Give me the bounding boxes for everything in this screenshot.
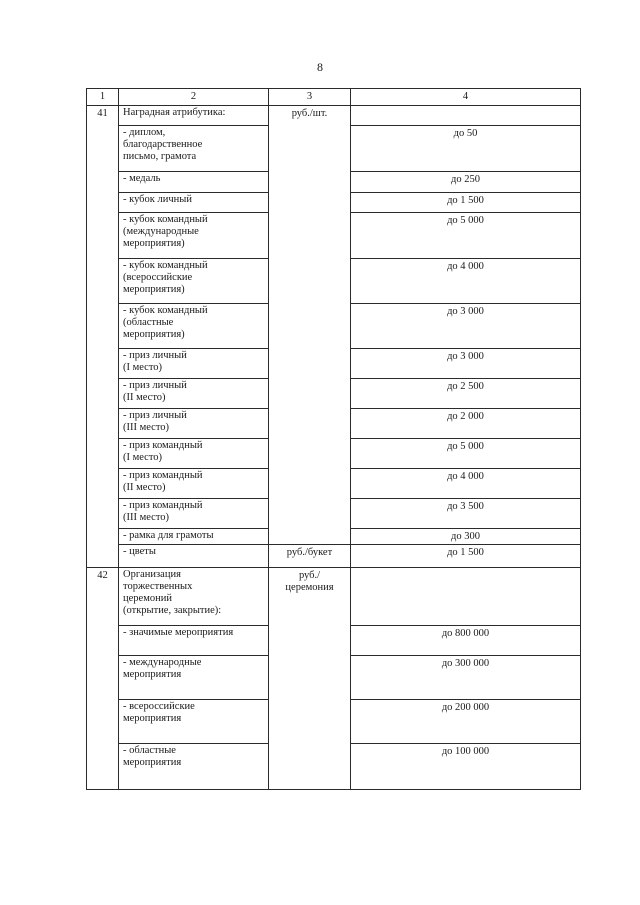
header-row xyxy=(87,89,581,106)
price-table xyxy=(86,88,581,790)
price-value: до 1 500 xyxy=(351,545,581,568)
page-number: 8 xyxy=(317,60,323,74)
item-name: - рамка для грамоты xyxy=(119,529,269,545)
price-value: до 2 000 xyxy=(351,409,581,439)
item-name: - диплом, благодарственное письмо, грамота xyxy=(119,126,269,172)
column-header-3: 3 xyxy=(269,89,351,106)
table-row xyxy=(87,568,581,626)
column-header-1: 1 xyxy=(87,89,119,106)
item-name: - всероссийские мероприятия xyxy=(119,700,269,744)
price-value: до 4 000 xyxy=(351,469,581,499)
item-name: - приз личный (III место) xyxy=(119,409,269,439)
item-name: - кубок командный (международные мероприятия) xyxy=(119,213,269,259)
table-row xyxy=(87,545,581,568)
column-header-2: 2 xyxy=(119,89,269,106)
price-value: до 200 000 xyxy=(351,700,581,744)
price-value xyxy=(351,568,581,626)
item-name: - цветы xyxy=(119,545,269,568)
price-table-body xyxy=(87,89,581,790)
item-name: - приз личный (I место) xyxy=(119,349,269,379)
price-value: до 1 500 xyxy=(351,193,581,213)
item-name: - медаль xyxy=(119,172,269,193)
item-name: - приз командный (I место) xyxy=(119,439,269,469)
price-value: до 3 000 xyxy=(351,349,581,379)
item-name: Организация торжественных церемоний (открытие, закрытие): xyxy=(119,568,269,626)
price-value: до 300 000 xyxy=(351,656,581,700)
item-name: - кубок командный (областные мероприятия) xyxy=(119,304,269,349)
row-number: 42 xyxy=(87,568,119,790)
table-row xyxy=(87,106,581,126)
item-name: - приз командный (III место) xyxy=(119,499,269,529)
price-value xyxy=(351,106,581,126)
price-value: до 300 xyxy=(351,529,581,545)
item-name: - областные мероприятия xyxy=(119,744,269,790)
row-number: 41 xyxy=(87,106,119,568)
item-name: - кубок личный xyxy=(119,193,269,213)
price-value: до 5 000 xyxy=(351,439,581,469)
price-value: до 50 xyxy=(351,126,581,172)
price-value: до 2 500 xyxy=(351,379,581,409)
price-value: до 4 000 xyxy=(351,259,581,304)
price-value: до 3 000 xyxy=(351,304,581,349)
unit-of-measure: руб./шт. xyxy=(269,106,351,545)
price-value: до 800 000 xyxy=(351,626,581,656)
column-header-4: 4 xyxy=(351,89,581,106)
unit-of-measure: руб./букет xyxy=(269,545,351,568)
price-value: до 250 xyxy=(351,172,581,193)
item-name: - приз личный (II место) xyxy=(119,379,269,409)
price-value: до 100 000 xyxy=(351,744,581,790)
price-value: до 3 500 xyxy=(351,499,581,529)
item-name: - кубок командный (всероссийские мероприятия) xyxy=(119,259,269,304)
item-name: - значимые мероприятия xyxy=(119,626,269,656)
item-name: - приз командный (II место) xyxy=(119,469,269,499)
item-name: - международные мероприятия xyxy=(119,656,269,700)
unit-of-measure: руб./ церемония xyxy=(269,568,351,790)
price-value: до 5 000 xyxy=(351,213,581,259)
item-name: Наградная атрибутика: xyxy=(119,106,269,126)
